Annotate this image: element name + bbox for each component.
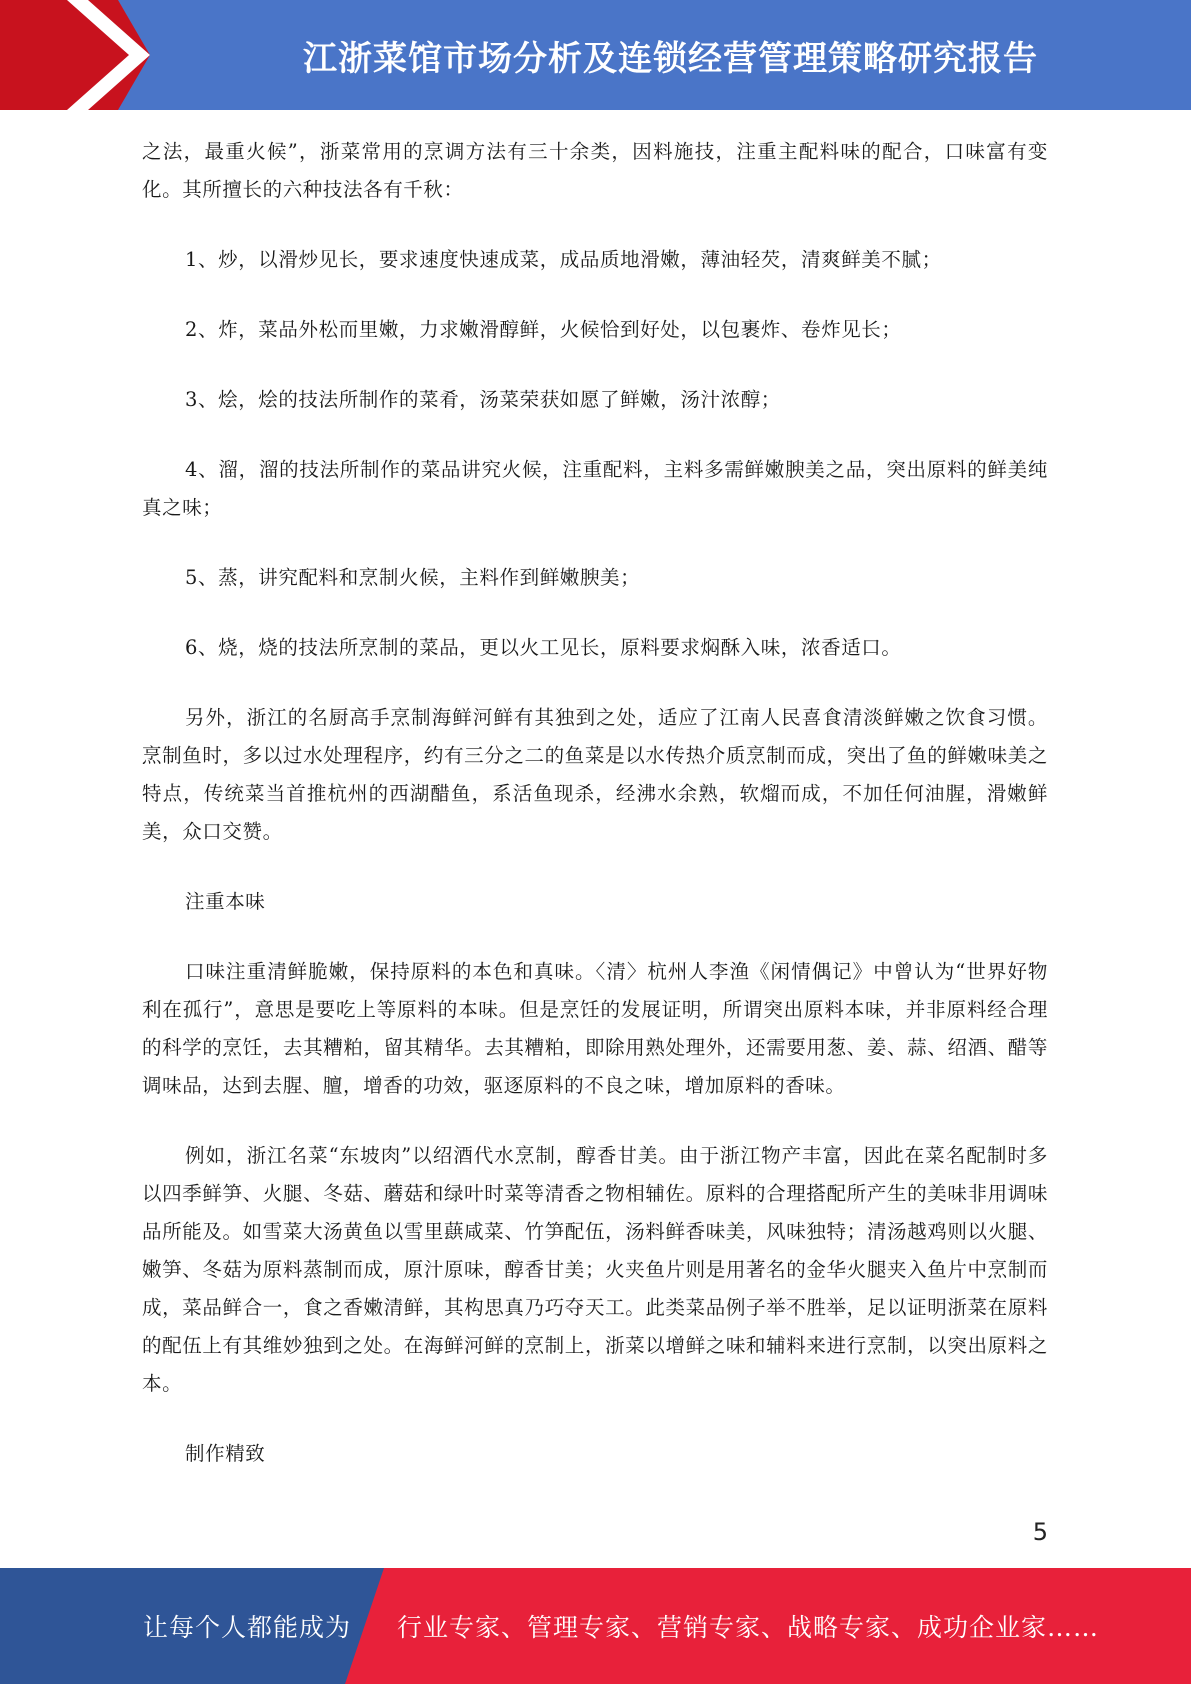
paragraph-technique-2: 2、炸，菜品外松而里嫩，力求嫩滑醇鲜，火候恰到好处，以包裹炸、卷炸见长； — [185, 318, 902, 341]
report-title: 江浙菜馆市场分析及连锁经营管理策略研究报告 — [303, 38, 1038, 79]
paragraph-seafood: 另外，浙江的名厨高手烹制海鲜河鲜有其独到之处，适应了江南人民喜食清淡鲜嫩之饮食习惯。烹制鱼时，多以过水处理程序，约有三分之二的鱼菜是以水传热介质烹制而成，突出了鱼的鲜嫩味美之特点，传统菜当首推杭州的西湖醋鱼，系活鱼现杀，经沸水余熟，软熘而成，不加任何油腥，滑嫩鲜美，众口交赞。 — [142, 706, 1048, 843]
page-header — [0, 0, 1191, 110]
footer-slogan-right: 行业专家、管理专家、营销专家、战略专家、成功企业家…… — [397, 1613, 1100, 1642]
paragraph-technique-4: 4、溜，溜的技法所制作的菜品讲究火候，注重配料，主料多需鲜嫩腴美之品，突出原料的鲜美纯真之味； — [142, 458, 1048, 519]
paragraph-original-flavor: 口味注重清鲜脆嫩，保持原料的本色和真味。〈清〉杭州人李渔《闲情偶记》中曾认为“世界好物利在孤行”，意思是要吃上等原料的本味。但是烹饪的发展证明，所谓突出原料本味，并非原料经合理的科学的烹饪，去其糟粕，留其精华。去其糟粕，即除用熟处理外，还需要用葱、姜、蒜、绍酒、醋等调味品，达到去腥、膻，增香的功效，驱逐原料的不良之味，增加原料的香味。 — [142, 960, 1048, 1097]
footer-slogan-left: 让每个人都能成为 — [143, 1613, 352, 1642]
paragraph-technique-6: 6、烧，烧的技法所烹制的菜品，更以火工见长，原料要求焖酥入味，浓香适口。 — [185, 636, 902, 659]
paragraph-technique-5: 5、蒸，讲究配料和烹制火候，主料作到鲜嫩腴美； — [185, 566, 641, 589]
section-heading-original-flavor: 注重本味 — [185, 890, 266, 913]
paragraph-example-dishes: 例如，浙江名菜“东坡肉”以绍酒代水烹制，醇香甘美。由于浙江物产丰富，因此在菜名配制时多以四季鲜笋、火腿、冬菇、蘑菇和绿叶时菜等清香之物相辅佐。原料的合理搭配所产生的美味非用调味品所能及。如雪菜大汤黄鱼以雪里蕻咸菜、竹笋配伍，汤料鲜香味美，风味独特；清汤越鸡则以火腿、嫩笋、冬菇为原料蒸制而成，原汁原味，醇香甘美；火夹鱼片则是用著名的金华火腿夹入鱼片中烹制而成，菜品鲜合一，食之香嫩清鲜，其构思真乃巧夺天工。此类菜品例子举不胜举，足以证明浙菜在原料的配伍上有其维妙独到之处。在海鲜河鲜的烹制上，浙菜以增鲜之味和辅料来进行烹制，以突出原料之本。 — [142, 1144, 1048, 1395]
paragraph-technique-1: 1、炒，以滑炒见长，要求速度快速成菜，成品质地滑嫩，薄油轻芡，清爽鲜美不腻； — [185, 248, 942, 271]
page-number: 5 — [1032, 1518, 1048, 1546]
document-body — [142, 133, 1048, 1473]
section-heading-fine-craft: 制作精致 — [185, 1442, 266, 1465]
paragraph-technique-3: 3、烩，烩的技法所制作的菜肴，汤菜荣获如愿了鲜嫩，汤汁浓醇； — [185, 388, 781, 411]
paragraph-intro: 之法，最重火候”，浙菜常用的烹调方法有三十余类，因料施技，注重主配料味的配合，口味富有变化。其所擅长的六种技法各有千秋： — [142, 140, 1048, 201]
page-footer — [0, 1568, 1191, 1684]
